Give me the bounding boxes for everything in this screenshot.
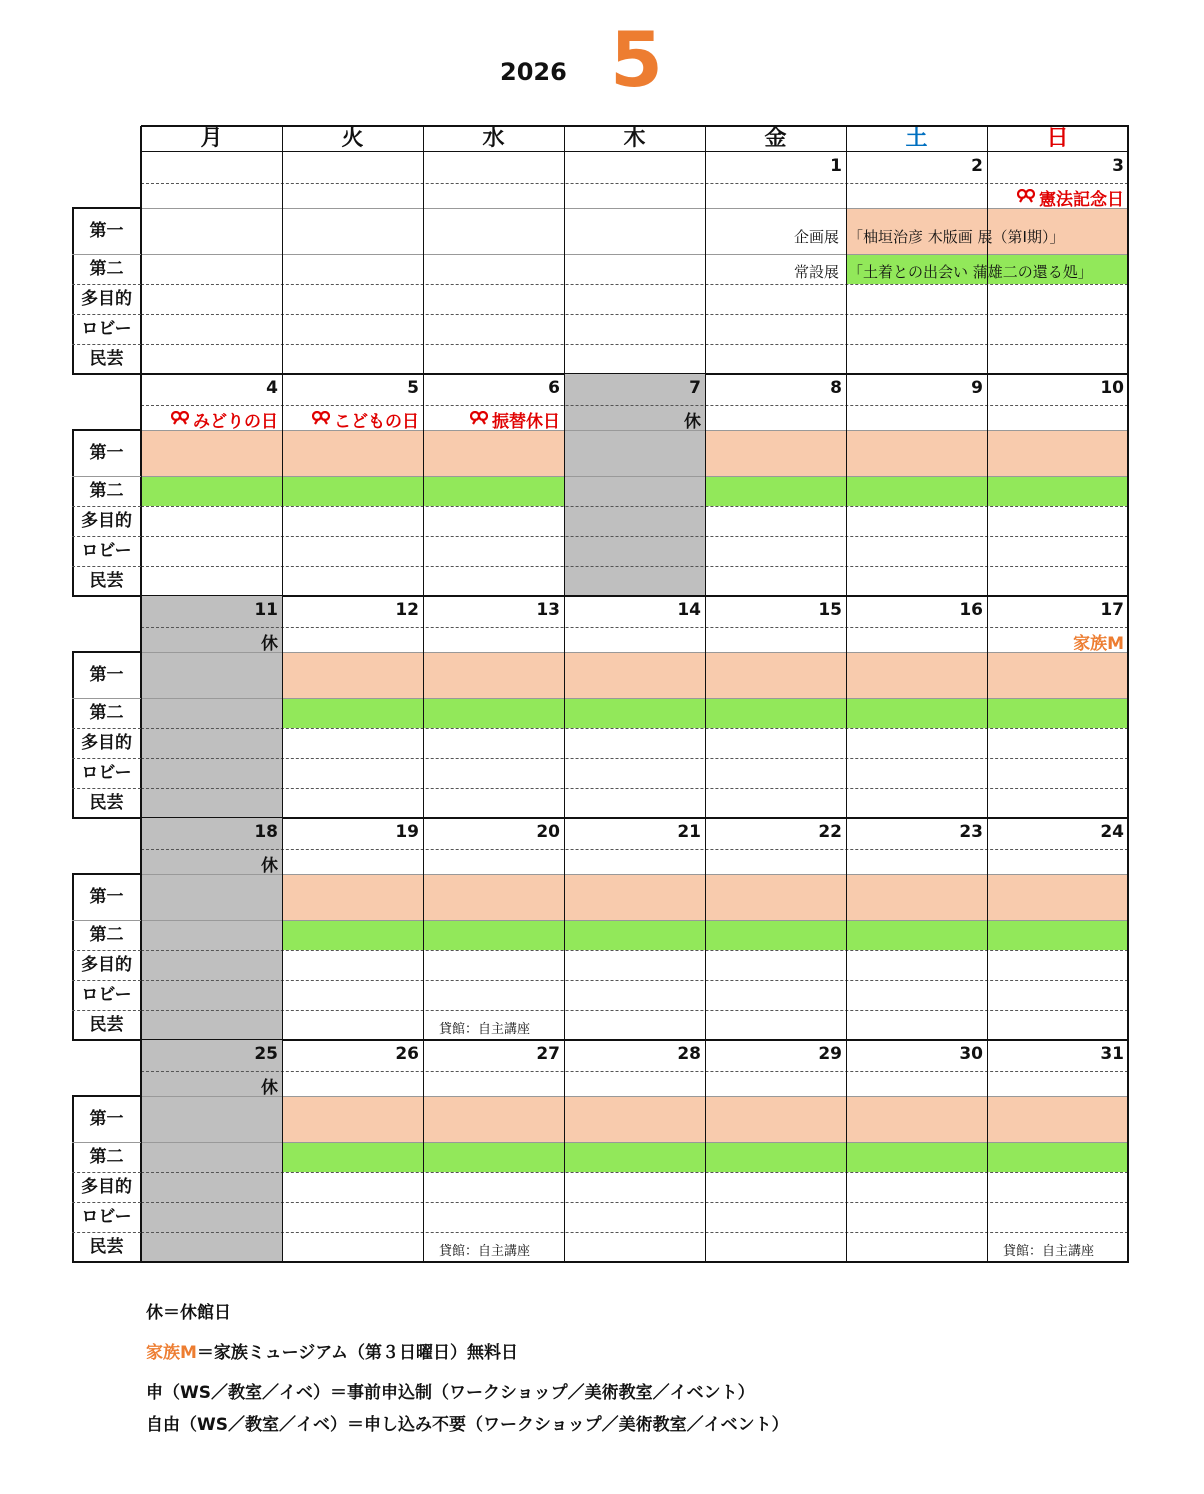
day-number: 19 xyxy=(395,822,419,842)
day-number: 7 xyxy=(689,378,701,398)
room1-exhibition-bar xyxy=(705,1096,846,1142)
dotted-row-line xyxy=(141,284,1128,285)
room2-exhibition-bar xyxy=(846,698,987,728)
column-line xyxy=(282,126,283,374)
day-number: 20 xyxy=(536,822,560,842)
room1-exhibition-bar xyxy=(987,1096,1128,1142)
room-label: 民芸 xyxy=(89,793,124,813)
dotted-row-line xyxy=(141,980,1128,981)
room1-exhibition-bar xyxy=(282,652,423,698)
room1-exhibition-title: 「柚垣治彦 木版画 展（第Ⅰ期）」 xyxy=(848,228,1065,246)
day-number: 21 xyxy=(677,822,701,842)
dotted-row-line xyxy=(141,788,1128,789)
rental-note: 貸館：自主講座 xyxy=(439,1022,531,1037)
room-label: 多目的 xyxy=(81,289,132,309)
column-line xyxy=(1127,1040,1129,1262)
weekday-header: 水 xyxy=(482,126,505,151)
day-number: 23 xyxy=(959,822,983,842)
ribbon-icon xyxy=(1017,189,1035,203)
day-number: 10 xyxy=(1100,378,1124,398)
column-line xyxy=(1127,126,1129,374)
room2-exhibition-bar xyxy=(705,698,846,728)
room1-exhibition-bar xyxy=(282,874,423,920)
family-museum-mark: 家族M xyxy=(1073,634,1124,654)
room1-exhibition-bar xyxy=(987,874,1128,920)
day-number: 31 xyxy=(1100,1044,1124,1064)
day-number: 22 xyxy=(818,822,842,842)
room1-exhibition-bar xyxy=(987,652,1128,698)
day-number: 30 xyxy=(959,1044,983,1064)
weekday-header: 金 xyxy=(764,126,787,151)
room2-exhibition-bar xyxy=(987,920,1128,950)
dotted-row-line xyxy=(141,758,1128,759)
closed-mark: 休 xyxy=(261,1078,278,1098)
room-label: 第二 xyxy=(89,925,124,945)
day-number: 29 xyxy=(818,1044,842,1064)
room1-exhibition-bar xyxy=(564,652,705,698)
room1-exhibition-bar xyxy=(705,430,846,476)
column-line xyxy=(1127,596,1129,818)
day-number: 26 xyxy=(395,1044,419,1064)
room-label: 民芸 xyxy=(89,1237,124,1257)
dotted-label-line xyxy=(72,536,141,537)
legend-item: 自由（WS／教室／イベ）＝申し込み不要（ワークショップ／美術教室／イベント） xyxy=(146,1415,789,1435)
dotted-label-line xyxy=(72,758,141,759)
row-line xyxy=(141,476,1128,477)
ribbon-icon xyxy=(470,411,488,425)
column-line xyxy=(846,374,847,596)
dotted-label-line xyxy=(72,506,141,507)
room2-exhibition-bar xyxy=(423,920,564,950)
rental-note: 貸館：自主講座 xyxy=(1003,1244,1095,1259)
row-line xyxy=(141,208,1128,209)
header-bottom-border xyxy=(141,151,1128,152)
column-line xyxy=(987,818,988,1040)
day-number: 25 xyxy=(254,1044,278,1064)
title-month: 5 xyxy=(610,15,663,104)
week-bottom-border xyxy=(72,1261,1129,1263)
dotted-label-line xyxy=(72,344,141,345)
dotted-label-line xyxy=(72,1010,141,1011)
weekday-header: 月 xyxy=(200,126,223,151)
room-label: 第一 xyxy=(89,665,124,685)
day-number: 3 xyxy=(1112,156,1124,176)
room-label: 多目的 xyxy=(81,955,132,975)
dotted-label-line xyxy=(72,728,141,729)
dotted-row-line xyxy=(141,1202,1128,1203)
room1-exhibition-bar xyxy=(564,874,705,920)
row-line xyxy=(141,1096,1128,1097)
room-label: 民芸 xyxy=(89,349,124,369)
room1-exhibition-bar xyxy=(282,1096,423,1142)
ribbon-icon xyxy=(312,411,330,425)
day-number: 6 xyxy=(548,378,560,398)
holiday-name: みどりの日 xyxy=(193,412,278,432)
column-line xyxy=(846,818,847,1040)
room-label: 民芸 xyxy=(89,571,124,591)
room2-exhibition-bar xyxy=(987,1142,1128,1172)
room1-exhibition-bar xyxy=(705,874,846,920)
day-number: 11 xyxy=(254,600,278,620)
day-number: 13 xyxy=(536,600,560,620)
dotted-row-line xyxy=(141,728,1128,729)
room1-exhibition-bar xyxy=(846,874,987,920)
column-line xyxy=(1127,374,1129,596)
day-number: 9 xyxy=(971,378,983,398)
room-label: 第二 xyxy=(89,703,124,723)
room1-exhibition-bar xyxy=(564,1096,705,1142)
row-line xyxy=(141,698,1128,699)
dotted-label-line xyxy=(72,1172,141,1173)
room1-exhibition-bar xyxy=(705,652,846,698)
column-line xyxy=(282,1040,283,1262)
room1-exhibition-bar xyxy=(423,1096,564,1142)
room2-exhibition-bar xyxy=(423,1142,564,1172)
day-number: 16 xyxy=(959,600,983,620)
day-number: 5 xyxy=(407,378,419,398)
room-label: 多目的 xyxy=(81,1177,132,1197)
row-line xyxy=(141,920,1128,921)
column-line xyxy=(705,596,706,818)
label-line xyxy=(72,698,141,699)
room2-exhibition-bar xyxy=(987,698,1128,728)
row-line xyxy=(141,874,1128,875)
room-label: 第一 xyxy=(89,1109,124,1129)
room-label: 第二 xyxy=(89,1147,124,1167)
day-number: 1 xyxy=(830,156,842,176)
day-number: 27 xyxy=(536,1044,560,1064)
column-line xyxy=(705,1040,706,1262)
dotted-row-line xyxy=(141,183,1128,184)
dotted-row-line xyxy=(141,536,1128,537)
dotted-label-line xyxy=(72,314,141,315)
room-label: 第二 xyxy=(89,259,124,279)
ribbon-icon xyxy=(171,411,189,425)
room2-exhibition-bar xyxy=(846,476,987,506)
room2-exhibition-bar xyxy=(423,476,564,506)
dotted-label-line xyxy=(72,284,141,285)
room1-exhibition-bar xyxy=(141,430,282,476)
column-line xyxy=(1127,818,1129,1040)
room2-exhibition-bar xyxy=(705,1142,846,1172)
dotted-row-line xyxy=(141,627,1128,628)
dotted-row-line xyxy=(141,1232,1128,1233)
day-number: 15 xyxy=(818,600,842,620)
holiday-name: こどもの日 xyxy=(334,412,419,432)
column-line xyxy=(846,596,847,818)
room2-exhibition-bar xyxy=(282,476,423,506)
title-year: 2026 xyxy=(500,58,567,86)
dotted-row-line xyxy=(141,849,1128,850)
rental-note: 貸館：自主講座 xyxy=(439,1244,531,1259)
column-line xyxy=(705,374,706,596)
day-number: 17 xyxy=(1100,600,1124,620)
room2-exhibition-bar xyxy=(282,698,423,728)
day-number: 18 xyxy=(254,822,278,842)
room2-exhibition-bar xyxy=(846,1142,987,1172)
room1-exhibition-bar xyxy=(846,1096,987,1142)
room-label: 第一 xyxy=(89,887,124,907)
closed-mark: 休 xyxy=(261,856,278,876)
dotted-label-line xyxy=(72,1202,141,1203)
column-line xyxy=(987,374,988,596)
dotted-row-line xyxy=(141,405,1128,406)
day-number: 24 xyxy=(1100,822,1124,842)
room-label: ロビー xyxy=(81,1207,132,1227)
row-line xyxy=(141,652,1128,653)
column-line xyxy=(564,126,565,374)
dotted-row-line xyxy=(141,314,1128,315)
day-number: 14 xyxy=(677,600,701,620)
dotted-label-line xyxy=(72,566,141,567)
holiday-name: 振替休日 xyxy=(492,412,560,432)
column-line xyxy=(423,126,424,374)
dotted-label-line xyxy=(72,1232,141,1233)
column-line xyxy=(846,1040,847,1262)
column-line xyxy=(282,818,283,1040)
room2-exhibition-bar xyxy=(423,698,564,728)
day-number: 2 xyxy=(971,156,983,176)
weekday-header: 土 xyxy=(905,126,928,151)
room2-exhibition-bar xyxy=(141,476,282,506)
column-line xyxy=(564,818,565,1040)
room2-exhibition-bar xyxy=(564,698,705,728)
column-line xyxy=(423,596,424,818)
room2-exhibition-type: 常設展 xyxy=(794,263,840,281)
dotted-row-line xyxy=(141,950,1128,951)
room1-exhibition-bar xyxy=(987,430,1128,476)
closed-mark: 休 xyxy=(261,634,278,654)
room2-exhibition-title: 「土着との出会い 蒲雄二の還る処」 xyxy=(848,263,1093,281)
room1-exhibition-bar xyxy=(846,430,987,476)
room1-exhibition-bar xyxy=(423,652,564,698)
room-label: ロビー xyxy=(81,541,132,561)
closed-mark: 休 xyxy=(684,412,701,432)
room2-exhibition-bar xyxy=(705,476,846,506)
dotted-row-line xyxy=(141,566,1128,567)
room1-exhibition-bar xyxy=(846,652,987,698)
room2-exhibition-bar xyxy=(846,920,987,950)
dotted-row-line xyxy=(141,1172,1128,1173)
label-line xyxy=(72,254,141,255)
room-label: 多目的 xyxy=(81,511,132,531)
legend-item: 家族M＝家族ミュージアム（第３日曜日）無料日 xyxy=(146,1343,519,1363)
room2-exhibition-bar xyxy=(282,1142,423,1172)
day-number: 4 xyxy=(266,378,278,398)
room2-exhibition-bar xyxy=(564,1142,705,1172)
dotted-row-line xyxy=(141,344,1128,345)
column-line xyxy=(282,596,283,818)
weekday-header: 木 xyxy=(623,126,646,151)
column-line xyxy=(705,818,706,1040)
room-label: 第一 xyxy=(89,221,124,241)
weekday-header: 日 xyxy=(1046,126,1069,151)
room2-exhibition-bar xyxy=(987,476,1128,506)
dotted-row-line xyxy=(141,1010,1128,1011)
column-line xyxy=(987,1040,988,1262)
room1-exhibition-bar xyxy=(423,430,564,476)
day-number: 28 xyxy=(677,1044,701,1064)
room1-exhibition-type: 企画展 xyxy=(794,228,840,246)
dotted-label-line xyxy=(72,950,141,951)
column-line xyxy=(423,1040,424,1262)
room1-exhibition-bar xyxy=(423,874,564,920)
room2-exhibition-bar xyxy=(705,920,846,950)
row-line xyxy=(141,1142,1128,1143)
day-number: 8 xyxy=(830,378,842,398)
dotted-label-line xyxy=(72,788,141,789)
dotted-row-line xyxy=(141,1071,1128,1072)
room-label: 民芸 xyxy=(89,1015,124,1035)
column-line xyxy=(423,818,424,1040)
weekday-header: 火 xyxy=(341,126,364,151)
room-label: ロビー xyxy=(81,985,132,1005)
legend-item: 申（WS／教室／イベ）＝事前申込制（ワークショップ／美術教室／イベント） xyxy=(146,1383,755,1403)
room-label: 第二 xyxy=(89,481,124,501)
label-line xyxy=(72,1142,141,1143)
legend-item: 休＝休館日 xyxy=(146,1303,231,1323)
column-line xyxy=(564,1040,565,1262)
column-line xyxy=(564,596,565,818)
room2-exhibition-bar xyxy=(282,920,423,950)
day-number: 12 xyxy=(395,600,419,620)
room-label: 第一 xyxy=(89,443,124,463)
header-top-border xyxy=(141,125,1129,127)
dotted-label-line xyxy=(72,980,141,981)
room1-exhibition-bar xyxy=(282,430,423,476)
room-label: ロビー xyxy=(81,763,132,783)
dotted-row-line xyxy=(141,506,1128,507)
row-line xyxy=(141,254,1128,255)
holiday-name: 憲法記念日 xyxy=(1039,190,1124,210)
room-label: 多目的 xyxy=(81,733,132,753)
label-line xyxy=(72,920,141,921)
room-label: ロビー xyxy=(81,319,132,339)
room2-exhibition-bar xyxy=(564,920,705,950)
label-line xyxy=(72,476,141,477)
